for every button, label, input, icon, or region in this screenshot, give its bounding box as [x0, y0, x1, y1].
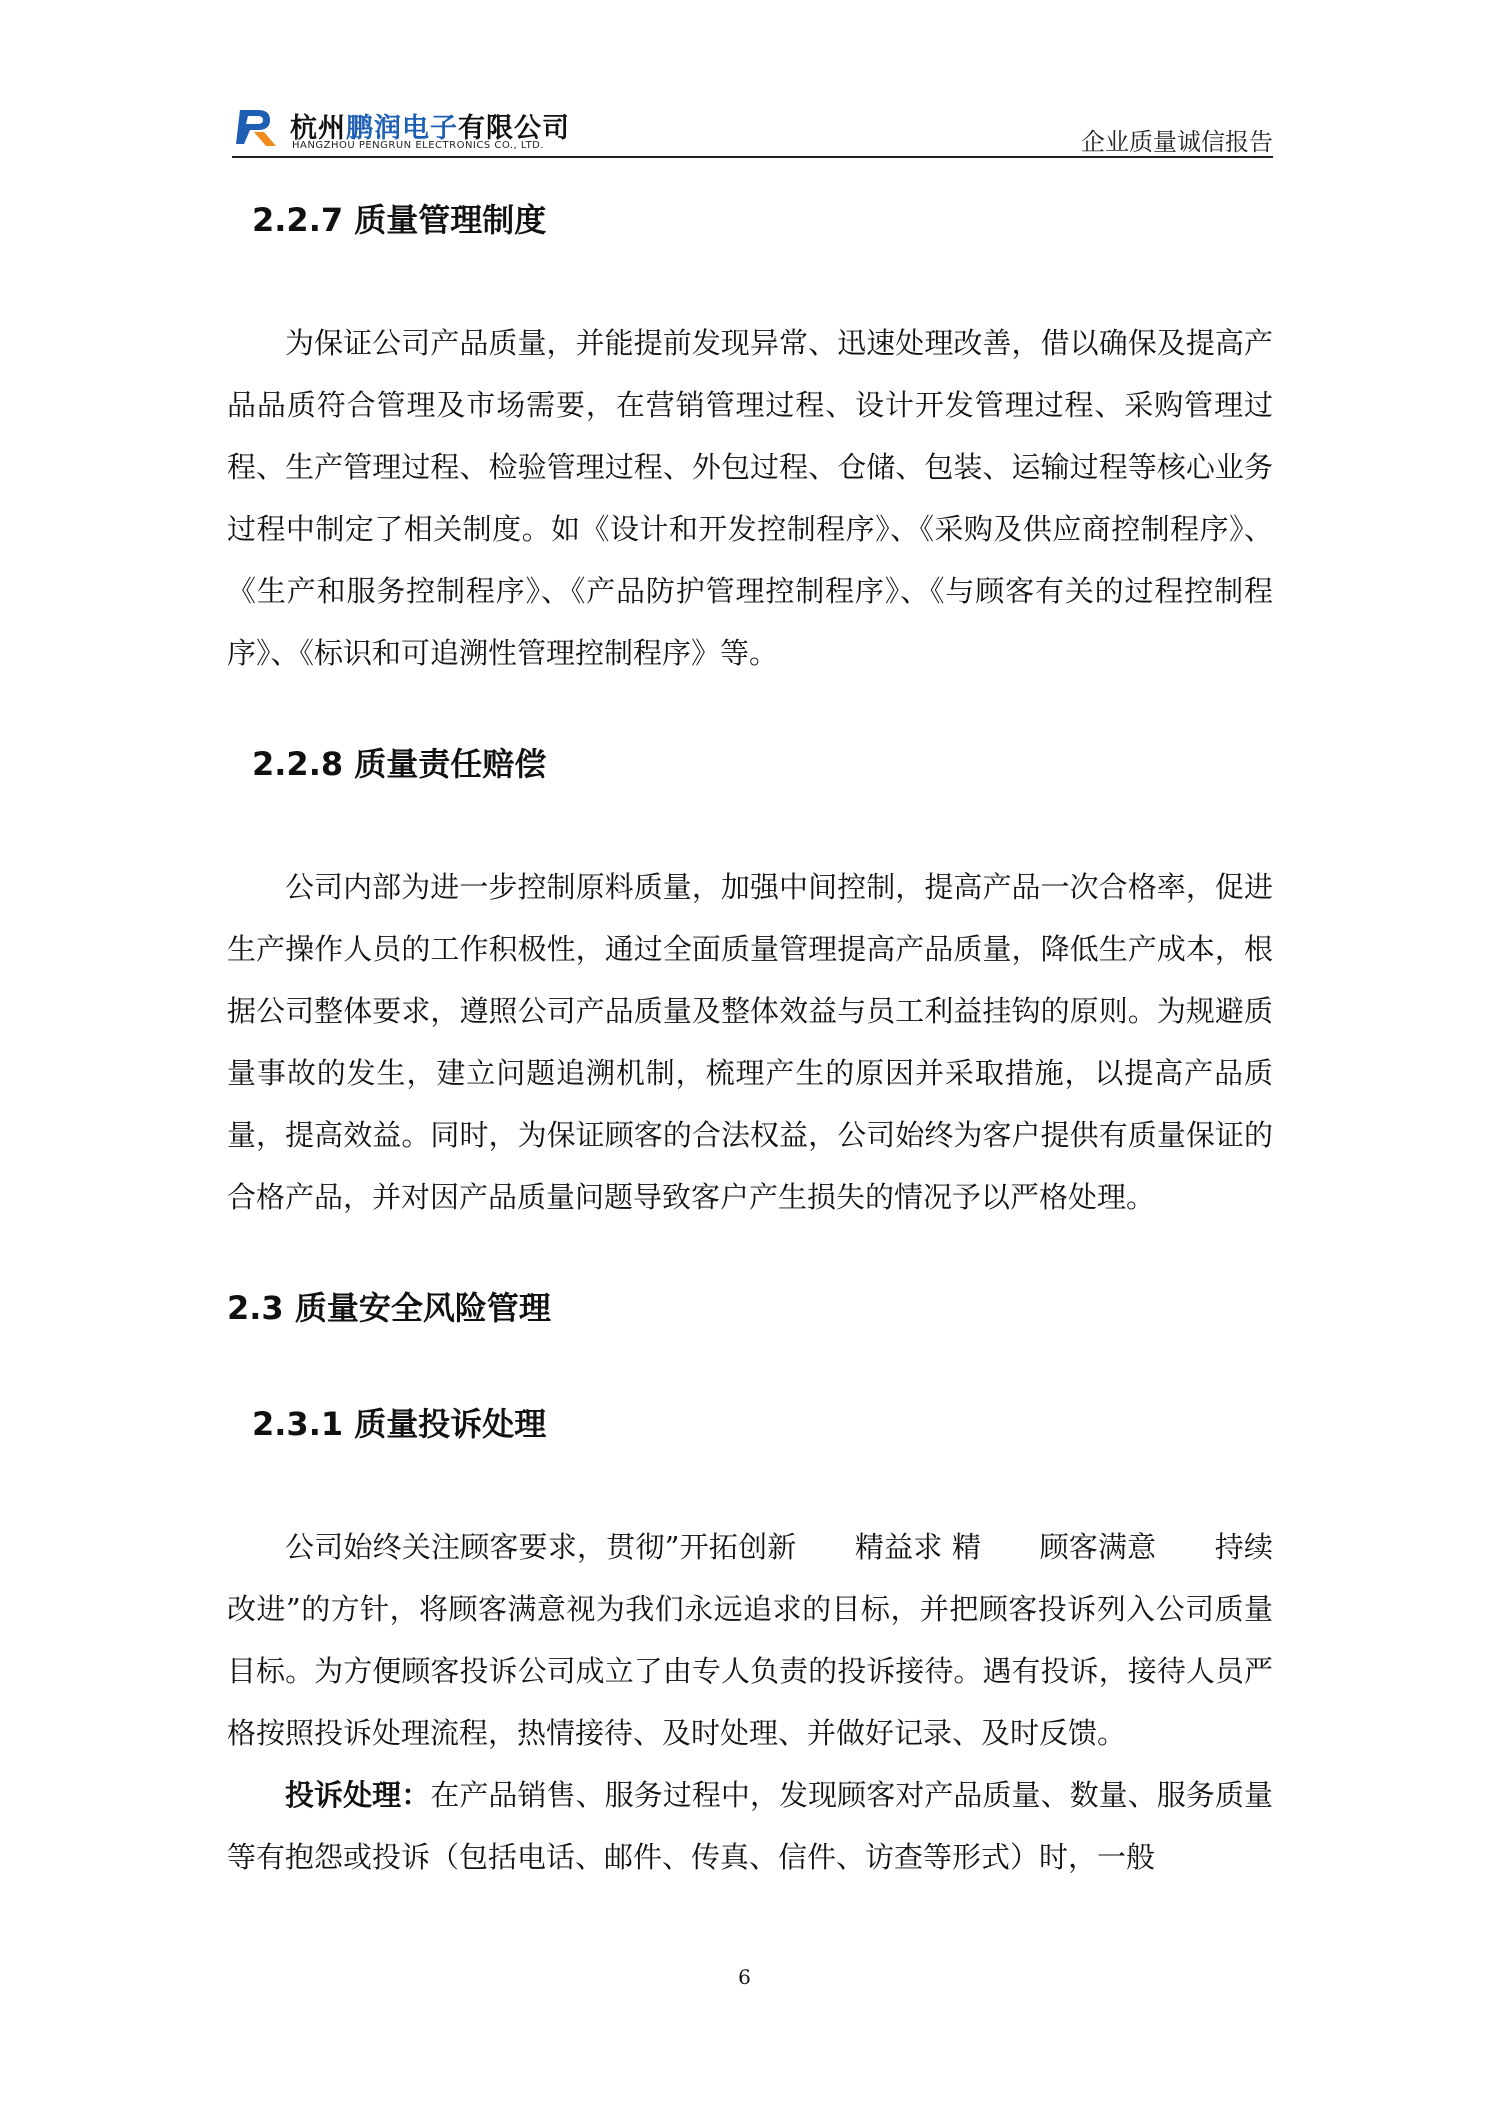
- company-name-en: HANGZHOU PENGRUN ELECTRONICS CO., LTD.: [292, 140, 545, 151]
- document-body: [227, 190, 1273, 1888]
- heading-2-2-8: 2.2.8 质量责任赔偿: [252, 745, 547, 783]
- heading-2-3-1: 2.3.1 质量投诉处理: [252, 1405, 547, 1443]
- paragraph-quality-system: 为保证公司产品质量，并能提前发现异常、迅速处理改善，借以确保及提高产品品质符合管理及市场需要，在营销管理过程、设计开发管理过程、采购管理过程、生产管理过程、检验管理过程、外包过程、仓储、包装、运输过程等核心业务过程中制定了相关制度。如《设计和开发控制程序》、《采购及供应商控制程序》、《生产和服务控制程序》、《产品防护管理控制程序》、《与顾客有关的过程控制程序》、《标识和可追溯性管理控制程序》等。: [227, 326, 1273, 670]
- heading-2-2-7: 2.2.7 质量管理制度: [252, 201, 547, 239]
- paragraph-complaint-policy: 公司始终关注顾客要求，贯彻”开拓创新 精益求 精 顾客满意 持续改进”的方针，将顾客满意视为我们永远追求的目标，并把顾客投诉列入公司质量目标。为方便顾客投诉公司成立了由专人负责的投诉接待。遇有投诉，接待人员严格按照投诉处理流程，热情接待、及时处理、并做好记录、及时反馈。: [227, 1530, 1273, 1750]
- report-title: 企业质量诚信报告: [1081, 128, 1273, 156]
- page-header: [232, 104, 1273, 158]
- paragraph-quality-compensation: 公司内部为进一步控制原料质量，加强中间控制，提高产品一次合格率，促进生产操作人员的工作积极性，通过全面质量管理提高产品质量，降低生产成本，根据公司整体要求，遵照公司产品质量及整体效益与员工利益挂钩的原则。为规避质量事故的发生，建立问题追溯机制，梳理产生的原因并采取措施，以提高产品质量，提高效益。同时，为保证顾客的合法权益，公司始终为客户提供有质量保证的合格产品，并对因产品质量问题导致客户产生损失的情况予以严格处理。: [227, 870, 1273, 1214]
- page-number: 6: [738, 1965, 751, 1989]
- complaint-handling-text: 在产品销售、服务过程中，发现顾客对产品质量、数量、服务质量等有抱怨或投诉（包括电话、邮件、传真、信件、访查等形式）时，一般: [227, 1778, 1273, 1874]
- complaint-handling-label: 投诉处理：: [285, 1778, 431, 1812]
- paragraph-complaint-handling: [227, 1764, 1273, 1888]
- heading-2-3: 2.3 质量安全风险管理: [227, 1289, 551, 1327]
- company-logo-icon: [232, 104, 280, 150]
- company-name-cn: 杭州鹏润电子有限公司: [290, 113, 570, 144]
